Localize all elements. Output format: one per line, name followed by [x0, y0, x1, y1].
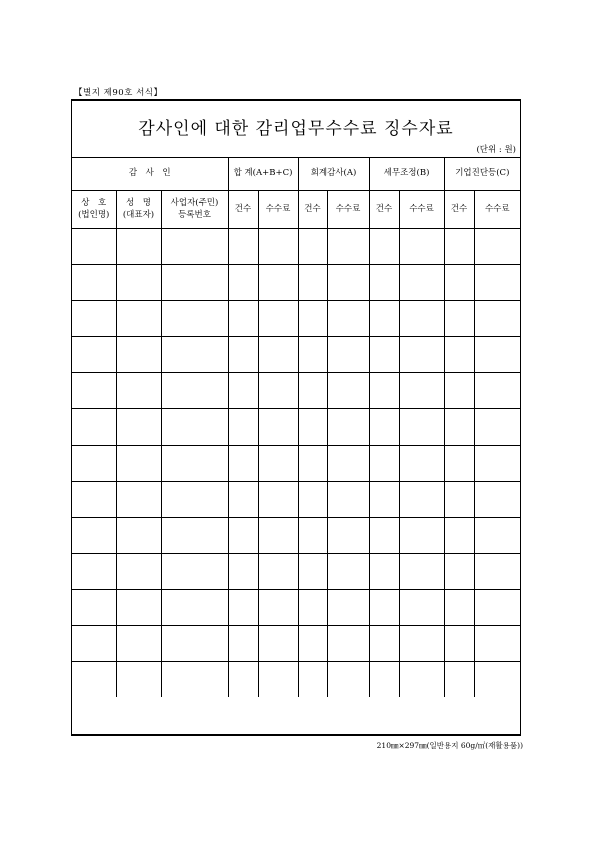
table-cell[interactable] — [161, 301, 228, 337]
table-cell[interactable] — [258, 409, 298, 445]
table-cell[interactable] — [444, 481, 474, 517]
table-cell[interactable] — [228, 409, 258, 445]
table-cell[interactable] — [116, 409, 161, 445]
table-cell[interactable] — [474, 589, 520, 625]
table-row — [72, 626, 520, 662]
table-cell[interactable] — [228, 265, 258, 301]
table-cell[interactable] — [228, 445, 258, 481]
table-cell[interactable] — [369, 337, 399, 373]
table-cell[interactable] — [369, 626, 399, 662]
table-cell[interactable] — [474, 301, 520, 337]
table-cell[interactable] — [444, 626, 474, 662]
table-row — [72, 409, 520, 445]
table-cell[interactable] — [161, 481, 228, 517]
table-cell[interactable] — [161, 553, 228, 589]
table-cell[interactable] — [258, 481, 298, 517]
table-cell[interactable] — [72, 481, 116, 517]
total-count-header: 건수 — [228, 191, 258, 229]
header-row-1 — [72, 157, 520, 191]
table-cell[interactable] — [399, 337, 444, 373]
table-cell[interactable] — [258, 445, 298, 481]
table-cell[interactable] — [72, 229, 116, 265]
table-cell[interactable] — [399, 589, 444, 625]
table-cell[interactable] — [72, 553, 116, 589]
table-cell[interactable] — [399, 409, 444, 445]
table-row — [72, 445, 520, 481]
audit-fee-header: 수수료 — [327, 191, 369, 229]
table-cell[interactable] — [228, 517, 258, 553]
table-cell[interactable] — [116, 626, 161, 662]
form-label: 【별지 제90호 서식】 — [74, 88, 163, 98]
table-cell[interactable] — [298, 517, 327, 553]
table-cell[interactable] — [444, 445, 474, 481]
table-cell[interactable] — [72, 409, 116, 445]
table-cell[interactable] — [474, 553, 520, 589]
fee-table — [72, 157, 520, 697]
total-header: 합 계(A+B+C) — [228, 157, 298, 191]
table-cell[interactable] — [474, 517, 520, 553]
table-cell[interactable] — [399, 445, 444, 481]
table-cell[interactable] — [298, 229, 327, 265]
table-cell[interactable] — [228, 662, 258, 698]
table-cell[interactable] — [161, 337, 228, 373]
table-cell[interactable] — [444, 517, 474, 553]
table-cell[interactable] — [474, 662, 520, 698]
table-cell[interactable] — [369, 373, 399, 409]
unit-label: (단위 : 원) — [476, 145, 516, 155]
table-row — [72, 517, 520, 553]
table-cell[interactable] — [369, 553, 399, 589]
form-frame — [71, 99, 521, 736]
table-cell[interactable] — [369, 662, 399, 698]
table-cell[interactable] — [298, 481, 327, 517]
table-cell[interactable] — [327, 265, 369, 301]
table-cell[interactable] — [327, 517, 369, 553]
table-row — [72, 553, 520, 589]
table-cell[interactable] — [399, 626, 444, 662]
table-row — [72, 662, 520, 698]
table-cell[interactable] — [474, 265, 520, 301]
table-row — [72, 373, 520, 409]
table-cell[interactable] — [161, 265, 228, 301]
table-row — [72, 301, 520, 337]
table-cell[interactable] — [399, 373, 444, 409]
name-header: 성 명 (대표자) — [116, 191, 161, 229]
table-row — [72, 265, 520, 301]
table-cell[interactable] — [474, 373, 520, 409]
table-cell[interactable] — [474, 229, 520, 265]
table-cell[interactable] — [298, 337, 327, 373]
table-cell[interactable] — [116, 265, 161, 301]
table-cell[interactable] — [298, 445, 327, 481]
table-cell[interactable] — [399, 229, 444, 265]
total-fee-header: 수수료 — [258, 191, 298, 229]
business-diagnosis-header: 기업진단등(C) — [444, 157, 520, 191]
table-cell[interactable] — [258, 337, 298, 373]
table-cell[interactable] — [444, 373, 474, 409]
table-cell[interactable] — [474, 445, 520, 481]
table-cell[interactable] — [161, 229, 228, 265]
table-cell[interactable] — [399, 481, 444, 517]
table-cell[interactable] — [116, 589, 161, 625]
table-cell[interactable] — [399, 517, 444, 553]
table-cell[interactable] — [228, 481, 258, 517]
table-cell[interactable] — [298, 626, 327, 662]
tax-adjustment-header: 세무조정(B) — [369, 157, 444, 191]
table-cell[interactable] — [298, 662, 327, 698]
table-cell[interactable] — [298, 301, 327, 337]
table-cell[interactable] — [474, 409, 520, 445]
table-cell[interactable] — [369, 445, 399, 481]
table-cell[interactable] — [72, 301, 116, 337]
table-cell[interactable] — [72, 662, 116, 698]
header-row-2 — [72, 191, 520, 229]
table-cell[interactable] — [327, 229, 369, 265]
table-cell[interactable] — [444, 662, 474, 698]
table-cell[interactable] — [399, 265, 444, 301]
table-cell[interactable] — [116, 301, 161, 337]
table-cell[interactable] — [258, 626, 298, 662]
table-cell[interactable] — [399, 301, 444, 337]
diag-count-header: 건수 — [444, 191, 474, 229]
table-cell[interactable] — [116, 517, 161, 553]
table-cell[interactable] — [327, 589, 369, 625]
table-row — [72, 589, 520, 625]
table-cell[interactable] — [369, 265, 399, 301]
table-cell[interactable] — [369, 229, 399, 265]
table-cell[interactable] — [327, 553, 369, 589]
table-cell[interactable] — [116, 662, 161, 698]
table-cell[interactable] — [369, 301, 399, 337]
table-cell[interactable] — [228, 553, 258, 589]
table-cell[interactable] — [327, 301, 369, 337]
table-cell[interactable] — [327, 445, 369, 481]
table-cell[interactable] — [228, 589, 258, 625]
table-cell[interactable] — [298, 409, 327, 445]
accounting-audit-header: 회계감사(A) — [298, 157, 369, 191]
table-cell[interactable] — [327, 626, 369, 662]
table-cell[interactable] — [228, 626, 258, 662]
table-cell[interactable] — [72, 373, 116, 409]
table-cell[interactable] — [369, 517, 399, 553]
table-cell[interactable] — [474, 626, 520, 662]
table-cell[interactable] — [72, 626, 116, 662]
table-cell[interactable] — [327, 409, 369, 445]
table-cell[interactable] — [161, 517, 228, 553]
table-cell[interactable] — [298, 589, 327, 625]
table-cell[interactable] — [161, 662, 228, 698]
table-cell[interactable] — [369, 481, 399, 517]
table-cell[interactable] — [116, 553, 161, 589]
table-cell[interactable] — [327, 373, 369, 409]
table-cell[interactable] — [474, 337, 520, 373]
table-cell[interactable] — [116, 229, 161, 265]
table-cell[interactable] — [116, 337, 161, 373]
table-cell[interactable] — [444, 337, 474, 373]
table-cell[interactable] — [399, 553, 444, 589]
table-cell[interactable] — [228, 301, 258, 337]
table-cell[interactable] — [72, 445, 116, 481]
audit-count-header: 건수 — [298, 191, 327, 229]
reg-no-header: 사업자(주민) 등록번호 — [161, 191, 228, 229]
table-cell[interactable] — [116, 373, 161, 409]
table-cell[interactable] — [161, 445, 228, 481]
tax-count-header: 건수 — [369, 191, 399, 229]
table-row — [72, 229, 520, 265]
table-cell[interactable] — [228, 229, 258, 265]
table-cell[interactable] — [161, 626, 228, 662]
tax-fee-header: 수수료 — [399, 191, 444, 229]
diag-fee-header: 수수료 — [474, 191, 520, 229]
table-cell[interactable] — [161, 373, 228, 409]
table-cell[interactable] — [116, 481, 161, 517]
table-cell[interactable] — [116, 445, 161, 481]
title-area — [72, 101, 520, 158]
table-row — [72, 481, 520, 517]
table-cell[interactable] — [444, 301, 474, 337]
table-cell[interactable] — [444, 589, 474, 625]
table-cell[interactable] — [258, 517, 298, 553]
table-cell[interactable] — [258, 301, 298, 337]
table-cell[interactable] — [228, 373, 258, 409]
table-cell[interactable] — [72, 337, 116, 373]
table-cell[interactable] — [161, 589, 228, 625]
table-cell[interactable] — [258, 265, 298, 301]
table-cell[interactable] — [474, 481, 520, 517]
table-cell[interactable] — [72, 589, 116, 625]
table-cell[interactable] — [72, 265, 116, 301]
table-cell[interactable] — [298, 373, 327, 409]
table-cell[interactable] — [444, 409, 474, 445]
firm-name-header: 상 호 (법인명) — [72, 191, 116, 229]
form-title: 감사인에 대한 감리업무수수료 징수자료 — [138, 119, 454, 139]
table-row — [72, 337, 520, 373]
table-cell[interactable] — [258, 229, 298, 265]
table-cell[interactable] — [258, 553, 298, 589]
auditor-header: 감 사 인 — [72, 157, 228, 191]
table-cell[interactable] — [444, 229, 474, 265]
table-cell[interactable] — [399, 662, 444, 698]
table-cell[interactable] — [228, 337, 258, 373]
table-cell[interactable] — [72, 517, 116, 553]
table-cell[interactable] — [298, 265, 327, 301]
table-cell[interactable] — [369, 589, 399, 625]
table-cell[interactable] — [258, 589, 298, 625]
table-cell[interactable] — [298, 553, 327, 589]
table-cell[interactable] — [327, 481, 369, 517]
table-cell[interactable] — [327, 662, 369, 698]
table-cell[interactable] — [258, 662, 298, 698]
table-cell[interactable] — [327, 337, 369, 373]
paper-spec-footer: 210㎜×297㎜(일반용지 60g/㎡(재활용품)) — [376, 741, 523, 750]
table-cell[interactable] — [369, 409, 399, 445]
table-cell[interactable] — [444, 265, 474, 301]
table-cell[interactable] — [258, 373, 298, 409]
table-cell[interactable] — [161, 409, 228, 445]
table-cell[interactable] — [444, 553, 474, 589]
